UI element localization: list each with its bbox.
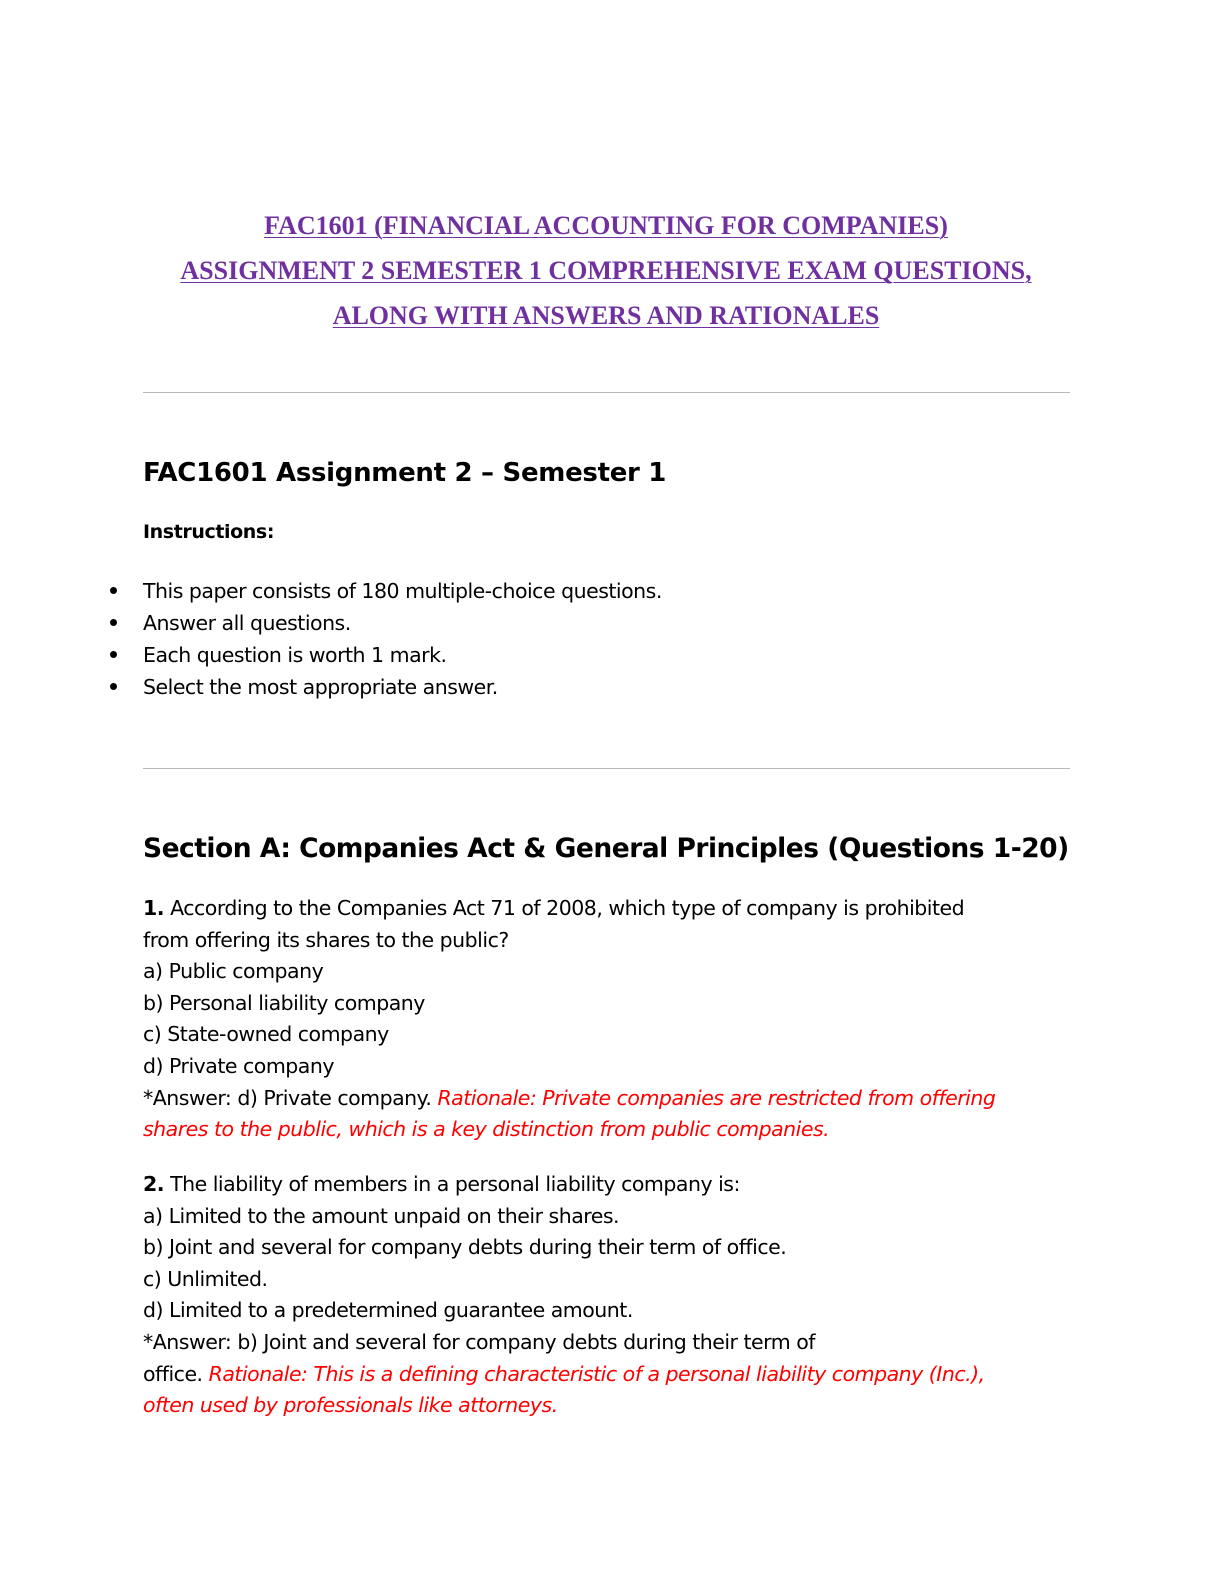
instructions-label: Instructions:: [143, 521, 275, 543]
answer-option: a) Limited to the amount unpaid on their shares.: [143, 1203, 620, 1228]
bullet-icon: [110, 683, 117, 690]
rationale-text: Rationale: This is a defining characteristic of a personal liability company (Inc.),: [208, 1361, 985, 1386]
answer-option: b) Joint and several for company debts during their term of office.: [143, 1235, 787, 1260]
answer-option: c) State-owned company: [143, 1022, 389, 1047]
instruction-item: [0, 607, 662, 639]
question-stem-text: According to the Companies Act 71 of 2008, which type of company is prohibited: [170, 896, 965, 920]
instructions-list: [0, 575, 662, 703]
title-line-1: FAC1601 (FINANCIAL ACCOUNTING FOR COMPANIES): [264, 211, 948, 240]
instruction-text: Select the most appropriate answer.: [143, 675, 498, 699]
question-number: 1.: [143, 896, 165, 920]
rationale-text: often used by professionals like attorneys.: [143, 1393, 558, 1418]
question-stem-line: from offering its shares to the public?: [143, 927, 509, 952]
title-line-3: ALONG WITH ANSWERS AND RATIONALES: [332, 301, 880, 330]
instruction-item: [0, 575, 662, 607]
instruction-item: [0, 639, 662, 671]
title-line-2: ASSIGNMENT 2 SEMESTER 1 COMPREHENSIVE EXAM QUESTIONS,: [180, 256, 1032, 285]
rationale-text: shares to the public, which is a key distinction from public companies.: [143, 1117, 830, 1142]
answer-option: b) Personal liability company: [143, 990, 425, 1015]
rationale-text: Rationale: Private companies are restricted from offering: [437, 1085, 996, 1110]
question-1: [143, 893, 1073, 1146]
question-number: 2.: [143, 1172, 165, 1196]
horizontal-divider: [143, 392, 1070, 393]
answer-line: [143, 1083, 1073, 1115]
instruction-text: Each question is worth 1 mark.: [143, 643, 447, 667]
instruction-text: This paper consists of 180 multiple-choice questions.: [143, 579, 662, 603]
answer-line: [143, 1359, 1073, 1391]
answer-option: a) Public company: [143, 959, 324, 984]
instruction-item: [0, 671, 662, 703]
answer-text: office.: [143, 1361, 203, 1386]
bullet-icon: [110, 619, 117, 626]
question-2: [143, 1169, 1073, 1422]
question-stem-line: [143, 893, 1073, 925]
instruction-text: Answer all questions.: [143, 611, 351, 635]
question-stem-line: [143, 1169, 1073, 1201]
answer-text: *Answer: d) Private company.: [143, 1085, 432, 1110]
bullet-icon: [110, 587, 117, 594]
answer-option: c) Unlimited.: [143, 1266, 268, 1291]
document-title: [0, 203, 1212, 338]
answer-option: d) Private company: [143, 1053, 334, 1078]
horizontal-divider: [143, 768, 1070, 769]
section-a-heading: Section A: Companies Act & General Principles (Questions 1-20): [143, 833, 1069, 864]
bullet-icon: [110, 651, 117, 658]
answer-option: d) Limited to a predetermined guarantee amount.: [143, 1298, 633, 1323]
answer-text: *Answer: b) Joint and several for company debts during their term of: [143, 1329, 815, 1354]
question-stem-text: The liability of members in a personal liability company is:: [170, 1172, 740, 1196]
assignment-heading: FAC1601 Assignment 2 – Semester 1: [143, 458, 667, 488]
